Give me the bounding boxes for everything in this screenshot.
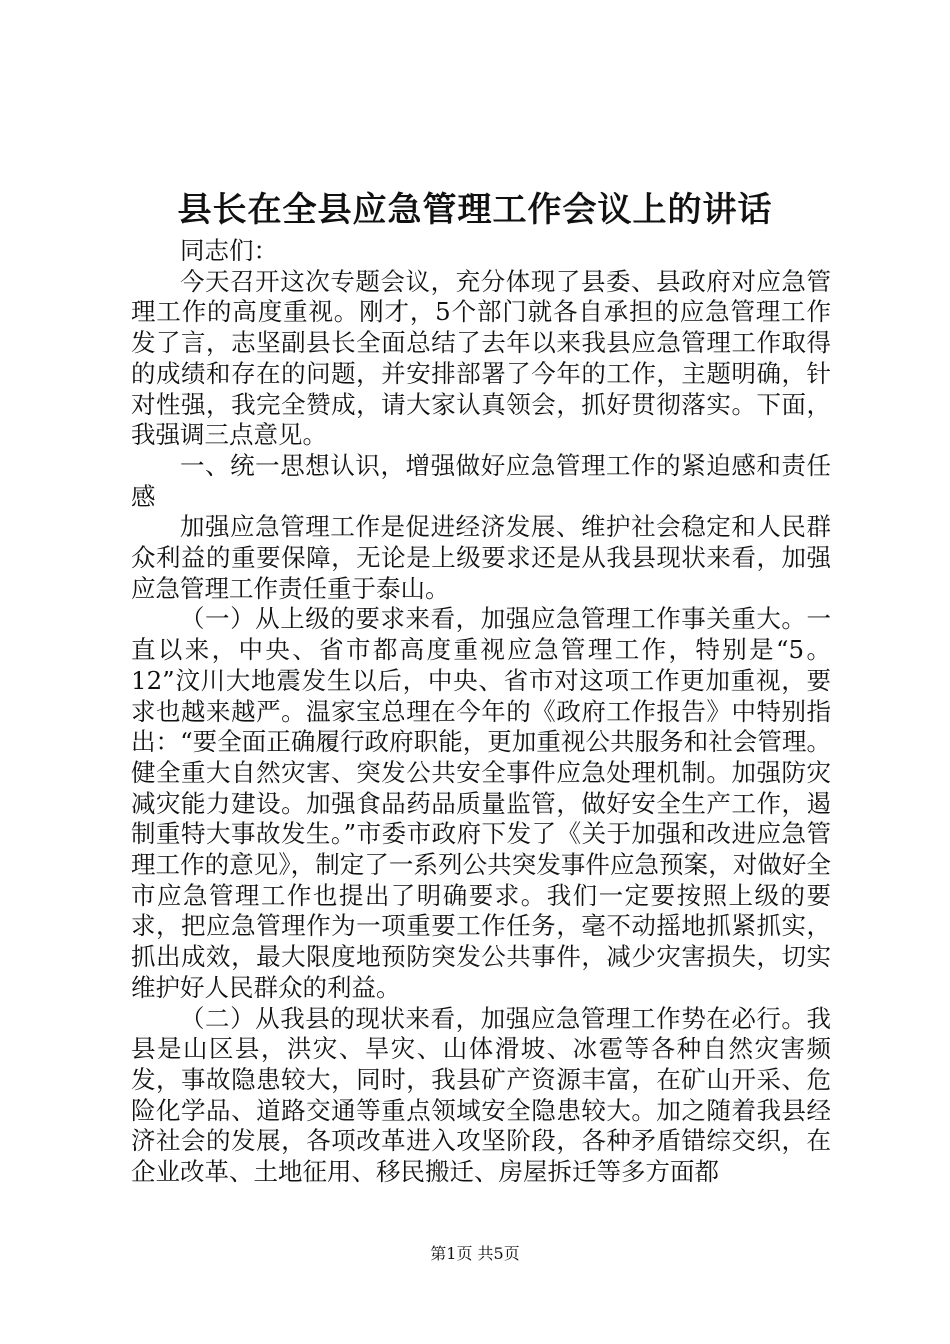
section-heading-1: 一、统一思想认识，增强做好应急管理工作的紧迫感和责任感 — [131, 450, 831, 511]
paragraph-salutation: 同志们： — [180, 236, 278, 265]
document-title: 县长在全县应急管理工作会议上的讲话 — [177, 190, 773, 230]
page-number: 第1页 共5页 — [430, 1244, 520, 1263]
document-body — [131, 236, 831, 1188]
paragraph-section-1-intro: 加强应急管理工作是促进经济发展、维护社会稳定和人民群众利益的重要保障，无论是上级要求还是从我县现状来看，加强应急管理工作责任重于泰山。 — [131, 512, 831, 603]
paragraph-subsection-2: （二）从我县的现状来看，加强应急管理工作势在必行。我县是山区县，洪灾、旱灾、山体滑坡、冰雹等各种自然灾害频发，事故隐患较大，同时，我县矿产资源丰富，在矿山开采、危险化学品、道路交通等重点领域安全隐患较大。加之随着我县经济社会的发展，各项改革进入攻坚阶段，各种矛盾错综交织，在企业改革、土地征用、移民搬迁、房屋拆迁等多方面都 — [131, 1003, 831, 1187]
paragraph-opening: 今天召开这次专题会议，充分体现了县委、县政府对应急管理工作的高度重视。刚才，5个部门就各自承担的应急管理工作发了言，志坚副县长全面总结了去年以来我县应急管理工作取得的成绩和存在的问题，并安排部署了今年的工作，主题明确，针对性强，我完全赞成，请大家认真领会，抓好贯彻落实。下面，我强调三点意见。 — [131, 266, 831, 450]
paragraph-subsection-1: （一）从上级的要求来看，加强应急管理工作事关重大。一直以来，中央、省市都高度重视应急管理工作，特别是“5。12”汶川大地震发生以后，中央、省市对这项工作更加重视，要求也越来越严。温家宝总理在今年的《政府工作报告》中特别指出：“要全面正确履行政府职能，更加重视公共服务和社会管理。健全重大自然灾害、突发公共安全事件应急处理机制。加强防灾减灾能力建设。加强食品药品质量监管，做好安全生产工作，遏制重特大事故发生。”市委市政府下发了《关于加强和改进应急管理工作的意见》，制定了一系列公共突发事件应急预案，对做好全市应急管理工作也提出了明确要求。我们一定要按照上级的要求，把应急管理作为一项重要工作任务，毫不动摇地抓紧抓实，抓出成效，最大限度地预防突发公共事件，减少灾害损失，切实维护好人民群众的利益。 — [131, 604, 831, 1002]
